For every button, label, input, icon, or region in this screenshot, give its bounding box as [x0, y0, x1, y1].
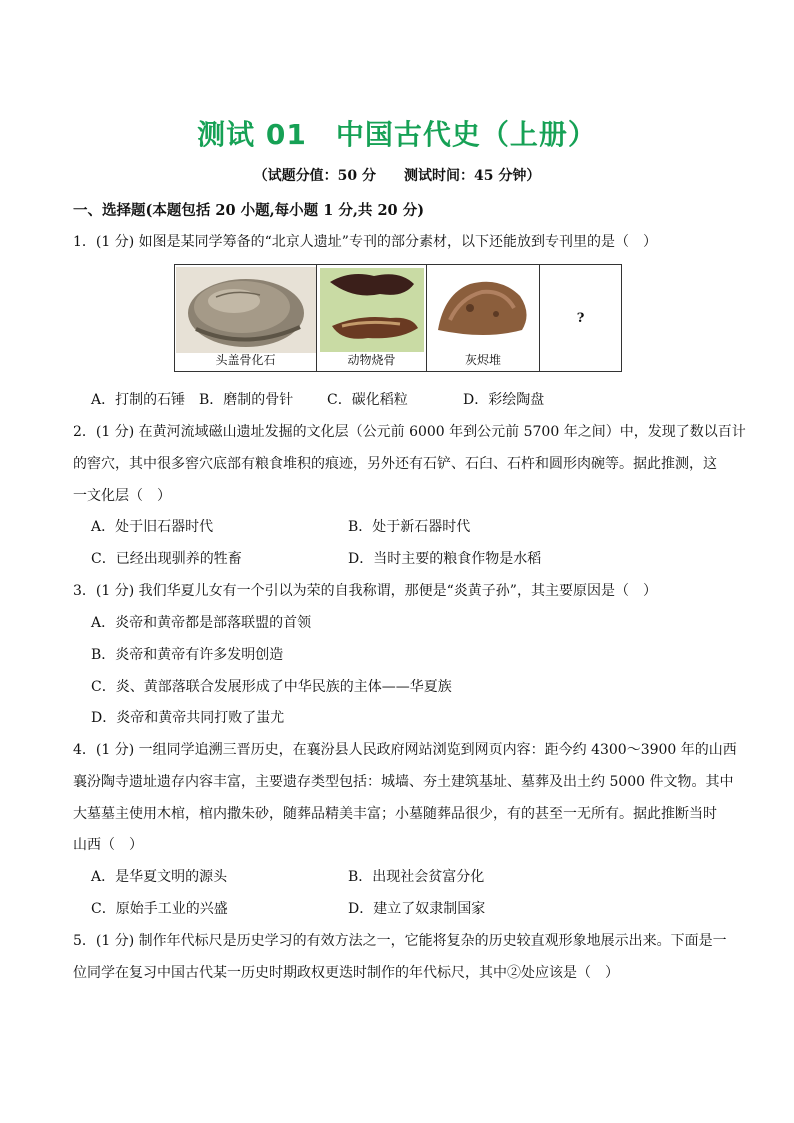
- ash-pile-image: [430, 268, 536, 352]
- question-5-line-1: 5．(1 分) 制作年代标尺是历史学习的有效方法之一，它能将复杂的历史较直观形象地展示出来。下面是一: [73, 933, 727, 949]
- q4-option-b[interactable]: B．出现社会贫富分化: [348, 869, 485, 885]
- question-2-line-3: 一文化层（ ）: [73, 488, 171, 504]
- q3-option-c[interactable]: C．炎、黄部落联合发展形成了中华民族的主体——华夏族: [91, 679, 452, 695]
- q1-option-b[interactable]: B．磨制的骨针: [199, 392, 294, 408]
- q3-option-b[interactable]: B．炎帝和黄帝有许多发明创造: [91, 647, 284, 663]
- question-3-stem: 3．(1 分) 我们华夏儿女有一个引以为荣的自我称谓，那便是“炎黄子孙”，其主要原因是（ ）: [73, 583, 657, 599]
- question-1-image-table: [174, 264, 622, 372]
- q2-option-c[interactable]: C．已经出现驯养的牲畜: [91, 551, 242, 567]
- q2-option-b[interactable]: B．处于新石器时代: [348, 519, 471, 535]
- q2-option-a[interactable]: A．处于旧石器时代: [91, 519, 214, 535]
- q4-option-c[interactable]: C．原始手工业的兴盛: [91, 901, 228, 917]
- caption-burnt-bone: 动物烧骨: [347, 353, 396, 367]
- caption-skull: 头盖骨化石: [215, 353, 276, 367]
- burnt-bone-cell: [317, 265, 427, 371]
- question-4-line-4: 山西（ ）: [73, 837, 143, 853]
- q2-option-d[interactable]: D．当时主要的粮食作物是水稻: [348, 551, 542, 567]
- question-4-line-1: 4．(1 分) 一组同学追溯三晋历史，在襄汾县人民政府网站浏览到网页内容：距今约 4300～3900 年的山西: [73, 742, 737, 758]
- question-4-line-2: 襄汾陶寺遗址遗存内容丰富，主要遗存类型包括：城墙、夯土建筑基址、墓葬及出土约 5000 件文物。其中: [73, 774, 734, 790]
- ash-pile-cell: [427, 265, 540, 371]
- question-1-stem: 1．(1 分) 如图是某同学筹备的“北京人遗址”专刊的部分素材，以下还能放到专刊里的是（ ）: [73, 234, 657, 250]
- question-mark: ?: [576, 311, 585, 326]
- q3-option-a[interactable]: A．炎帝和黄帝都是部落联盟的首领: [91, 615, 312, 631]
- page-title: 测试 01 中国古代史（上册）: [197, 118, 597, 151]
- q4-option-d[interactable]: D．建立了奴隶制国家: [348, 901, 486, 917]
- burnt-bone-image: [320, 268, 424, 352]
- question-5-line-2: 位同学在复习中国古代某一历史时期政权更迭时制作的年代标尺，其中②处应该是（ ）: [73, 965, 619, 981]
- q4-option-a[interactable]: A．是华夏文明的源头: [91, 869, 228, 885]
- q1-option-c[interactable]: C．碳化稻粒: [327, 392, 408, 408]
- q3-option-d[interactable]: D．炎帝和黄帝共同打败了蚩尤: [91, 710, 285, 726]
- question-1-options: [91, 389, 544, 409]
- q1-option-d[interactable]: D．彩绘陶盘: [463, 392, 545, 408]
- question-2-line-2: 的窖穴，其中很多窖穴底部有粮食堆积的痕迹，另外还有石铲、石臼、石杵和圆形肉碗等。据此推测，这: [73, 456, 717, 472]
- caption-ash-pile: 灰烬堆: [464, 353, 501, 367]
- q1-option-a[interactable]: A．打制的石锤: [91, 392, 186, 408]
- skull-fossil-image: [176, 267, 316, 353]
- section-heading: 一、选择题(本题包括 20 小题,每小题 1 分,共 20 分): [73, 202, 425, 219]
- exam-info: （试题分值：50 分 测试时间：45 分钟）: [253, 168, 541, 184]
- question-2-line-1: 2．(1 分) 在黄河流域磁山遗址发掘的文化层（公元前 6000 年到公元前 5700 年之间）中，发现了数以百计: [73, 424, 746, 440]
- skull-fossil-cell: [175, 265, 317, 371]
- question-4-line-3: 大墓墓主使用木棺，棺内撒朱砂，随葬品精美丰富；小墓随葬品很少，有的甚至一无所有。据此推断当时: [73, 806, 717, 822]
- unknown-cell: [540, 265, 621, 371]
